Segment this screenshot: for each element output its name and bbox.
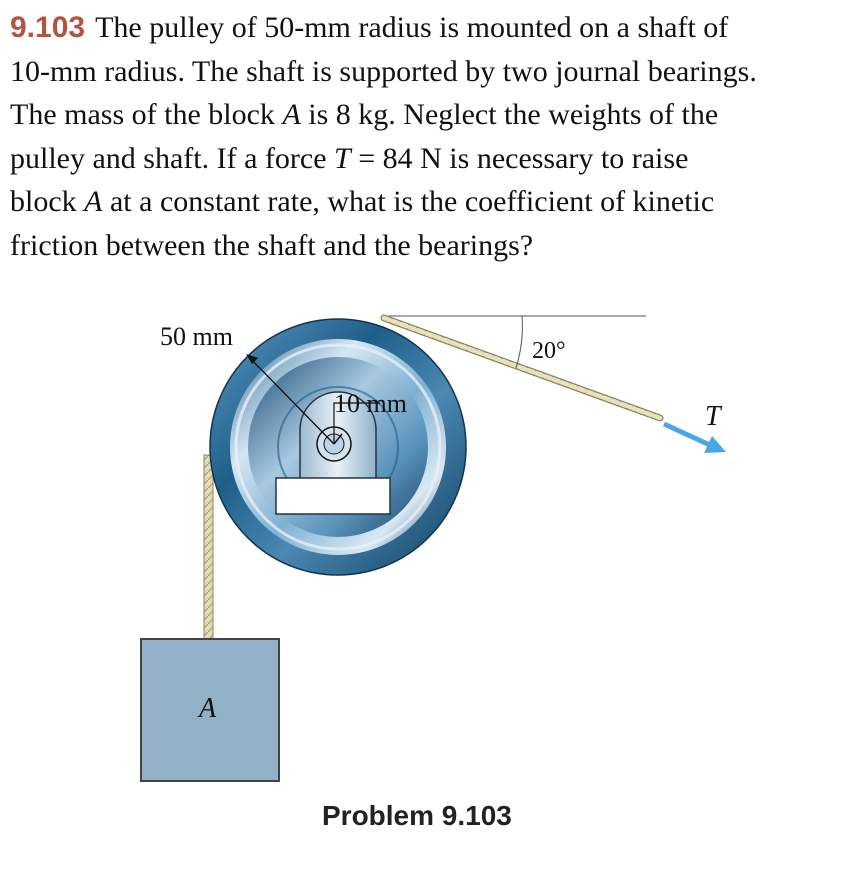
label-force-t: T (705, 401, 721, 432)
label-50mm: 50 mm (160, 322, 233, 351)
figure-caption: Problem 9.103 (322, 800, 512, 831)
problem-line-3: The mass of the block A is 8 kg. Neglect the weights of the (10, 98, 719, 131)
label-angle: 20° (532, 338, 566, 364)
rope-vertical (204, 455, 213, 640)
problem-line-4: pulley and shaft. If a force T = 84 N is necessary to raise (10, 141, 689, 175)
problem-line-2: 10-mm radius. The shaft is supported by two journal bearings. (10, 54, 757, 88)
angle-arc (516, 316, 522, 368)
problem-number: 9.103 (10, 11, 86, 44)
label-block-a: A (199, 693, 217, 724)
label-10mm: 10 mm (334, 389, 407, 418)
problem-line-1: 9.103 The pulley of 50-mm radius is mounted on a shaft of (10, 11, 729, 44)
problem-line-6: friction between the shaft and the bearings? (10, 228, 534, 262)
problem-line-5: block A at a constant rate, what is the coefficient of kinetic (10, 185, 715, 218)
